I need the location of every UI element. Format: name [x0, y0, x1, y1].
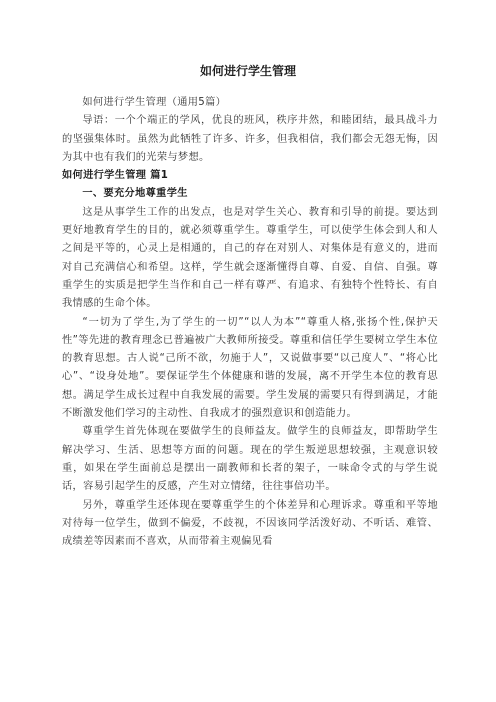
body-paragraph-2: “一切为了学生,为了学生的一切”“以人为本”“尊重人格,张扬个性,保护天性”等先进的教育理念已普遍被广大教师所接受。尊重和信任学生要树立学生本位的教育思想。古人说“己所不欲，勿施于人”，又说做事要“以己度人”、“将心比心”、“设身处地”。要保证学生个体健康和谐的发展，离不开学生本位的教育思想。满足学生成长过程中自我发展的需要。学生发展的需要只有得到满足，才能不断激发他们学习的主动性、自我成才的强烈意识和创造能力。 — [62, 316, 438, 420]
body-paragraph-4: 另外，尊重学生还体现在要尊重学生的个体差异和心理诉求。尊重和平等地对待每一位学生，做到不偏爱，不歧视，不因该同学活泼好动、不听话、难管、成绩差等因素而不喜欢，从而带着主观偏见看 — [62, 499, 438, 548]
document-body — [62, 94, 438, 551]
subheading: 一、要充分地尊重学生 — [82, 188, 188, 200]
body-paragraph-1: 这是从事学生工作的出发点，也是对学生关心、教育和引导的前提。要达到更好地教育学生的目的，就必须尊重学生。尊重学生，可以使学生体会到人和人之间是平等的，心灵上是相通的，自己的存在对别人、对集体是有意义的，进而对自己充满信心和希望。这样，学生就会逐渐懂得自尊、自爱、自信、自强。尊重学生的实质是把学生当作和自己一样有尊严、有追求、有独特个性特长、有自我情感的生命个体。 — [62, 206, 438, 310]
body-paragraph-3: 尊重学生首先体现在要做学生的良师益友。做学生的良师益友，即帮助学生解决学习、生活、思想等方面的问题。现在的学生叛逆思想较强，主观意识较重，如果在学生面前总是摆出一副教师和长者的架子，一味命令式的与学生说话，容易引起学生的反感，产生对立情绪，往往事倍功半。 — [62, 426, 438, 493]
document-title: 如何进行学生管理 — [199, 64, 296, 78]
intro-paragraph: 导语：一个个端正的学风，优良的班风，秩序井然，和睦团结，最具战斗力的坚强集体时。虽然为此牺牲了许多、许多，但我相信，我们都会无怨无悔，因为其中也有我们的光荣与梦想。 — [62, 115, 438, 163]
document-subtitle: 如何进行学生管理（通用5篇） — [82, 97, 227, 108]
section-heading: 如何进行学生管理 篇1 — [62, 170, 169, 182]
